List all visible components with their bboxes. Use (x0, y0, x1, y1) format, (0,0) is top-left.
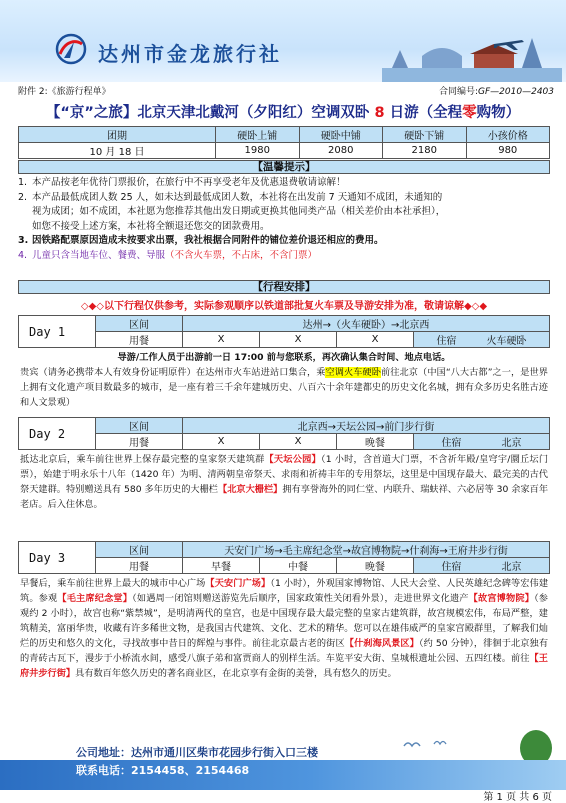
price-table-row (19, 143, 550, 159)
route-label: 区间 (96, 418, 183, 434)
meal-value: 早餐 (183, 558, 260, 574)
company-logo-icon (54, 32, 88, 66)
attraction-forbidden-city: 【故宫博物院】 (468, 593, 535, 604)
airplane-icon (492, 34, 526, 52)
tips-list (18, 176, 550, 263)
contract-label: 合同编号: (438, 87, 479, 97)
tips-heading: 【温馨提示】 (18, 160, 550, 174)
desc-text: （1 小时，含首道大门票，不含祈年殿/皇穹宇/圜丘坛门票），始建于明永乐十八年（1420 年）为明、清两朝皇帝祭天、求雨和祈祷丰年的专用祭坛，这里是中国现存最大、最完美的古代祭天建群。特别赠送具有 580 多年历史的大栅栏 (20, 454, 549, 495)
attraction-tiananmen: 【天安门广场】 (205, 578, 271, 589)
route-value: 北京西→天坛公园→前门步行街 (183, 418, 550, 434)
title-zero: 零 (462, 105, 477, 121)
table-cell: 10 月 18 日 (19, 143, 216, 159)
contract-no: GF—2010—2403 (478, 87, 554, 97)
desc-text: （约 50 分钟），徘徊于北京独有的青砖古瓦下，漫步于小桥流水间，感受八旗子弟和富贾商人的别样生活。车览平安大街、皇城根遗址公园、五四红楼。前往 (20, 638, 549, 664)
day-note: 导游/工作人员于出游前一日 17:00 前与您联系，再次确认集合时间、地点电话。 (117, 352, 451, 363)
stay-label-text: 住宿 (441, 562, 462, 573)
price-table (18, 126, 550, 159)
day-label: Day 3 (19, 542, 96, 574)
tip-text: 儿童只含当地车位、餐费、导服 (32, 249, 166, 261)
day-3-description (18, 574, 550, 681)
day-2-description (18, 450, 550, 512)
meal-value: X (260, 434, 337, 450)
day-2-block (18, 417, 550, 512)
page-footer (0, 746, 566, 803)
company-name: 达州市金龙旅行社 (98, 42, 282, 66)
header-cell: 硬卧上铺 (216, 127, 300, 143)
desc-text: 抵达北京后，乘车前往世界上保存最完整的皇家祭天建筑群 (20, 454, 265, 465)
meal-value: 中餐 (260, 558, 337, 574)
tip-text: 本产品按老年优待门票报价，在旅行中不再享受老年及优惠退费敬请谅解！ (32, 177, 346, 188)
stay-label-text: 住宿 (436, 336, 457, 347)
attachment-label: 附件 2:《旅游行程单》 (18, 87, 111, 97)
tip-item (18, 249, 550, 264)
day-label: Day 1 (19, 316, 96, 348)
day-label: Day 2 (19, 418, 96, 450)
title-part3: 购物） (476, 105, 521, 121)
stay-label (414, 434, 550, 450)
meal-value: X (260, 332, 337, 348)
desc-text: 拥有享誉海外的同仁堂、内联升、瑞蚨祥、六必居等 30 余家百年老店。后入住休息。 (20, 484, 549, 510)
meal-value: X (183, 332, 260, 348)
tip-item (18, 234, 550, 249)
desc-text: （参观约 2 小时），故宫也称“紫禁城”，是明清两代的皇宫，也是中国现存最大最完整的皇家古建筑群，故宫规模宏伟，布局严整，建筑精美，富丽华贵，收藏有许多稀世文物，是我国古代建筑、文化、艺术的精华。您可以在雄伟威严的皇家宫殿群里，了解我们灿烂的历史和悠久的文化，寻找故事中昔日的辉煌与事件。前往北京最古老的街区 (20, 593, 548, 649)
stay-value: 火车硬卧 (486, 336, 527, 347)
stay-label-text: 住宿 (441, 438, 462, 449)
table-cell: 980 (466, 143, 550, 159)
price-table-header (19, 127, 550, 143)
attraction-tiantan: 【天坛公园】 (264, 454, 321, 465)
attraction-wangfujing: 【王府井步行街】 (20, 653, 548, 679)
desc-text: 前往北京（中国“八大古都”之一，是世界上拥有文化遗产项目数最多的城市，是一座有着三千余年建城历史、八百六十余年建都史的历史文化名城，拥有众多历史名胜古迹和人文景观） (20, 367, 548, 408)
table-cell: 2180 (383, 143, 467, 159)
tip-text: 本产品最低成团人数 25 人，如未达到最低成团人数，本社将在出发前 7 天通知不成团，未通知的 (32, 191, 443, 203)
desc-text: （如遇周一闭馆则赠送游览先后顺序，国家政策性关闭看外景），走进世界文化遗产 (132, 593, 469, 604)
meta-row (18, 84, 554, 98)
route-value: 天安门广场→毛主席纪念堂→故宫博物院→什刹海→王府井步行街 (183, 542, 550, 558)
birds-icon (400, 736, 460, 756)
desc-text: 贵宾（请务必携带本人有效身份证明原件）在达州市火车站进站口集合，乘 (20, 367, 326, 378)
route-label: 区间 (96, 316, 183, 332)
attraction-shichahai: 【什刹海风景区】 (344, 638, 419, 649)
header-cell: 硬卧中铺 (299, 127, 383, 143)
meal-label: 用餐 (96, 558, 183, 574)
stay-value: 北京 (501, 562, 522, 573)
table-cell: 2080 (299, 143, 383, 159)
page-header (0, 0, 566, 82)
meal-value: 晚餐 (337, 434, 414, 450)
header-cell: 小孩价格 (466, 127, 550, 143)
meal-label: 用餐 (96, 434, 183, 450)
itinerary-warning: ◇◆◇以下行程仅供参考，实际参观顺序以铁道部批复火车票及导游安排为准，敬请谅解◆◇◆ (80, 301, 488, 312)
attraction-dashilan: 【北京大栅栏】 (218, 484, 283, 495)
beijing-skyline-icon (382, 28, 562, 82)
tip-number: 1. (18, 177, 28, 188)
header-cell: 团期 (19, 127, 216, 143)
day-1-description (18, 348, 550, 410)
header-cell: 硬卧下铺 (383, 127, 467, 143)
day-3-block (18, 541, 550, 681)
itinerary-heading: 【行程安排】 (18, 280, 550, 294)
title-part2: 日游（全程 (384, 105, 463, 121)
page-number: 第 1 页 共 6 页 (483, 792, 552, 803)
desc-highlight: 空调火车硬卧 (325, 367, 382, 378)
tip-item (18, 191, 550, 206)
day-table (18, 315, 550, 348)
desc-text: （1 小时），外观国家博物馆、人民大会堂、人民英雄纪念碑等宏伟建筑。参观 (20, 578, 549, 604)
stay-label (414, 332, 550, 348)
desc-text: 具有数百年悠久历史的著名商业区，在北京享有金街的美誉，具有悠久的历史。 (75, 668, 397, 679)
tip-text-cont: 视为成团；如不成团，本社愿为您推荐其他出发日期或更换其他同类产品（相关差价由本社承担）， (32, 206, 446, 217)
stay-label (414, 558, 550, 574)
tip-number: 4. (18, 249, 28, 261)
title-days-num: 8 (374, 105, 385, 121)
tip-text-red: （不含火车票，不占床，不含门票） (165, 249, 318, 261)
route-label: 区间 (96, 542, 183, 558)
meal-value: 晚餐 (337, 558, 414, 574)
tip-text: 因铁路配票原因造成未按要求出票，我社根据合同附件的铺位差价退还相应的费用。 (32, 235, 384, 246)
title-part1: 【“京”之旅】北京天津北戴河（夕阳红）空调双卧 (45, 105, 375, 121)
desc-text: 早餐后，乘车前往世界上最大的城市中心广场 (20, 578, 206, 589)
company-phone: 联系电话：2154458、2154468 (76, 764, 250, 777)
day-table (18, 417, 550, 450)
tip-number: 2. (18, 191, 28, 203)
tip-text-cont: 如您不接受上述方案，本社将全额退还您交的团款费用。 (32, 220, 270, 232)
page-title (0, 101, 566, 122)
meal-value: X (183, 434, 260, 450)
day-1-block (18, 315, 550, 410)
route-value: 达州→（火车硬卧）→北京西 (183, 316, 550, 332)
tip-number: 3. (18, 235, 29, 246)
stay-value: 北京 (501, 438, 522, 449)
attraction-mausoleum: 【毛主席纪念堂】 (57, 593, 133, 604)
tip-item (18, 176, 550, 191)
company-address: 公司地址：达州市通川区柴市花园步行街入口三楼 (76, 746, 318, 759)
meal-label: 用餐 (96, 332, 183, 348)
table-cell: 1980 (216, 143, 300, 159)
contract-number (439, 84, 554, 97)
meal-value: X (337, 332, 414, 348)
day-table (18, 541, 550, 574)
